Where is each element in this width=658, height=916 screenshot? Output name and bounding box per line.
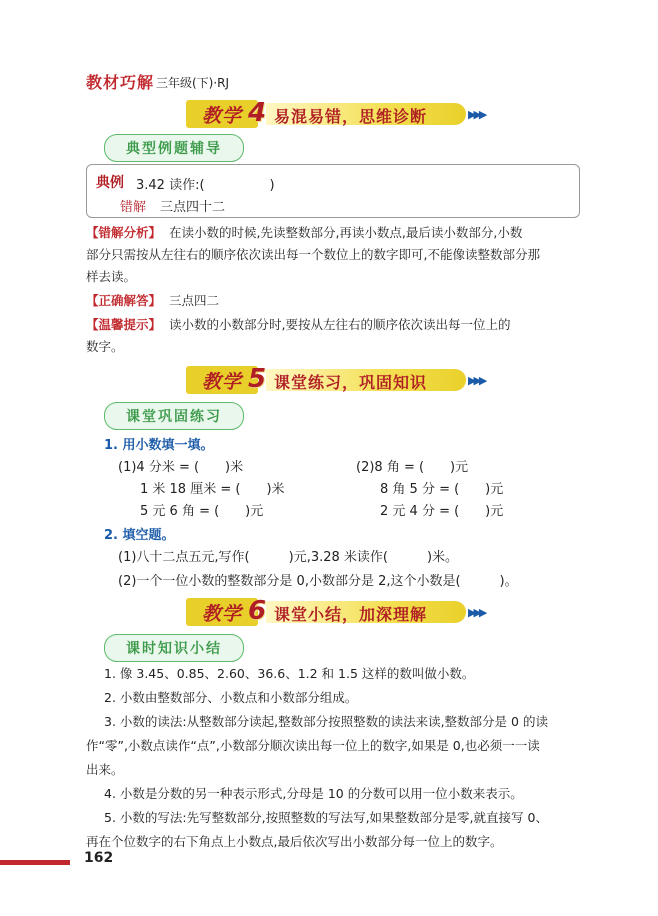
summary-list-2	[104, 782, 584, 830]
summary-list	[104, 662, 584, 734]
summary-item-1: 1. 像 3.45、0.85、2.60、36.6、1.2 和 1.5 这样的数叫做小数。	[104, 666, 475, 681]
warm-tip	[86, 314, 586, 358]
q1-row2-right: 8 角 5 分 = ( )元	[380, 482, 504, 497]
banner-number: 6	[248, 596, 267, 626]
q1-row1-right: (2)8 角 = ( )元	[356, 460, 469, 475]
banner-tag: 教学	[186, 598, 258, 626]
q2-line1: (1)八十二点五元,写作( )元,3.28 米读作( )米。	[118, 550, 459, 565]
warm-tip-line2: 数字。	[86, 339, 124, 354]
q2-line2: (2)一个一位小数的整数部分是 0,小数部分是 2,这个小数是( )。	[118, 574, 518, 589]
page-number: 162	[84, 850, 114, 866]
example-question: 3.42 读作:( )	[136, 178, 275, 193]
example-label: 典例	[96, 175, 124, 191]
error-analysis-line1: 在读小数的时候,先读整数部分,再读小数点,最后读小数部分,小数	[168, 225, 523, 240]
error-analysis-line3: 样去读。	[86, 269, 137, 284]
correct-answer-value: 三点四二	[168, 293, 219, 308]
banner-title: 课堂练习，巩固知识	[274, 373, 428, 392]
banner-number: 4	[248, 98, 267, 128]
banner-number: 5	[248, 364, 267, 394]
banner-tag: 教学	[186, 366, 258, 394]
typical-example-heading: 典型例题辅导	[104, 134, 244, 162]
q1-row1-left: (1)4 分米 = ( )米	[118, 460, 244, 475]
wrong-answer-label: 错解	[120, 200, 147, 215]
grade-subtitle: 三年级(下)·RJ	[156, 76, 230, 90]
wrong-answer-value: 三点四十二	[160, 200, 226, 215]
warm-tip-label: 【温馨提示】	[86, 317, 162, 332]
correct-answer-label: 【正确解答】	[86, 293, 162, 308]
banner-tag: 教学	[186, 100, 258, 128]
section-banner-4	[186, 100, 486, 128]
brand-title: 教材巧解	[86, 73, 155, 92]
question-1-title: 1. 用小数填一填。	[104, 438, 214, 453]
summary-item-5b: 再在个位数字的右下角点上小数点,最后依次写出小数部分每一位上的数字。	[86, 834, 503, 849]
summary-item-3b: 作“零”,小数点读作“点”,小数部分顺次读出每一位上的数字,如果是 0,也必须一一读	[86, 738, 540, 753]
triple-arrow-icon: ▶▶▶	[468, 606, 485, 619]
summary-item-3a: 3. 小数的读法:从整数部分读起,整数部分按照整数的读法来读,整数部分是 0 的读	[104, 714, 548, 729]
question-2-title: 2. 填空题。	[104, 528, 175, 543]
error-analysis	[86, 222, 586, 288]
summary-item-5a: 5. 小数的写法:先写整数部分,按照整数的写法写,如果整数部分是零,就直接写 0、	[104, 810, 548, 825]
summary-item-4: 4. 小数是分数的另一种表示形式,分母是 10 的分数可以用一位小数来表示。	[104, 786, 523, 801]
summary-item-2: 2. 小数由整数部分、小数点和小数部分组成。	[104, 690, 358, 705]
q1-row3-left: 5 元 6 角 = ( )元	[140, 504, 264, 519]
banner-title: 易混易错，思维诊断	[274, 107, 428, 126]
footer-accent-bar	[0, 860, 70, 865]
summary-continued	[86, 734, 586, 782]
practice-heading: 课堂巩固练习	[104, 402, 244, 430]
q1-row3-right: 2 元 4 分 = ( )元	[380, 504, 504, 519]
triple-arrow-icon: ▶▶▶	[468, 108, 485, 121]
section-banner-6	[186, 598, 486, 626]
error-analysis-label: 【错解分析】	[86, 225, 162, 240]
warm-tip-line1: 读小数的小数部分时,要按从左往右的顺序依次读出每一位上的	[168, 317, 511, 332]
q1-row2-left: 1 米 18 厘米 = ( )米	[140, 482, 285, 497]
summary-item-3c: 出来。	[86, 762, 124, 777]
triple-arrow-icon: ▶▶▶	[468, 374, 485, 387]
banner-title: 课堂小结，加深理解	[274, 605, 428, 624]
summary-heading: 课时知识小结	[104, 634, 244, 662]
correct-answer	[86, 290, 219, 312]
error-analysis-line2: 部分只需按从左往右的顺序依次读出每一个数位上的数字即可,不能像读整数部分那	[86, 247, 540, 262]
section-banner-5	[186, 366, 486, 394]
